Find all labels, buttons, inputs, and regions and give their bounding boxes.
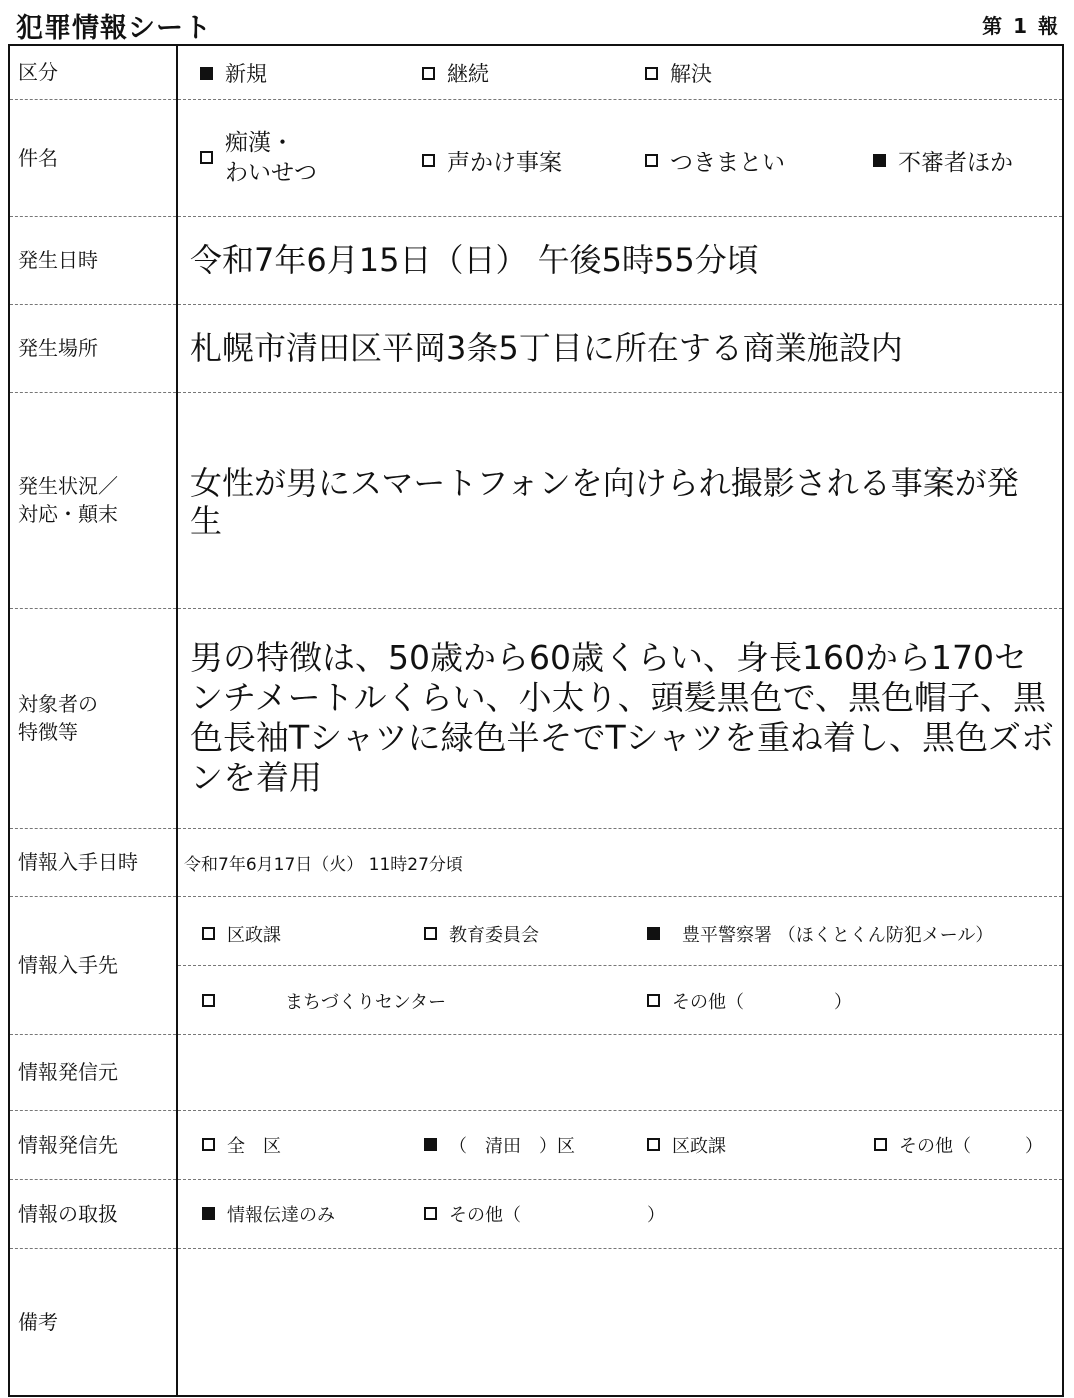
issuer-value	[177, 1034, 1063, 1110]
label-remarks: 備考	[9, 1248, 177, 1396]
option-continued[interactable]	[422, 58, 489, 88]
situation-cell	[177, 392, 1063, 608]
label-info-date: 情報入手日時	[9, 828, 177, 896]
label-place: 発生場所	[9, 304, 177, 392]
source-education-board[interactable]	[424, 921, 539, 947]
option-new-label: 新規	[225, 62, 267, 87]
row-handling	[9, 1179, 1063, 1248]
source-other[interactable]	[647, 988, 852, 1014]
label-issuer: 情報発信元	[9, 1034, 177, 1110]
option-molestation[interactable]	[200, 128, 317, 188]
option-calling-out[interactable]	[422, 144, 562, 177]
info-source-row-1	[178, 897, 1062, 965]
checkbox-calling-out[interactable]	[422, 154, 435, 167]
label-recipients: 情報発信先	[9, 1110, 177, 1179]
source-police-label: 豊平警察署 （ほくとくん防犯メール）	[682, 924, 994, 946]
occurrence-place: 札幌市清田区平岡3条5丁目に所在する商業施設内	[177, 304, 1063, 392]
label-situation	[9, 392, 177, 608]
checkbox-recipient-all-wards[interactable]	[202, 1138, 215, 1151]
checkbox-source-other[interactable]	[647, 994, 660, 1007]
checkbox-resolved[interactable]	[645, 67, 658, 80]
label-category: 区分	[9, 45, 177, 99]
source-police[interactable]	[647, 921, 993, 947]
checkbox-molestation[interactable]	[200, 151, 213, 164]
row-subject	[9, 99, 1063, 216]
label-suspect-line1: 対象者の	[18, 692, 98, 716]
recipient-all-wards-label: 全 区	[227, 1135, 281, 1157]
sheet-title: 犯罪情報シート	[16, 13, 212, 44]
checkbox-source-education-board[interactable]	[424, 927, 437, 940]
subject-options	[177, 99, 1063, 216]
checkbox-stalking[interactable]	[645, 154, 658, 167]
row-datetime	[9, 216, 1063, 304]
remarks-value	[177, 1248, 1063, 1396]
option-resolved-label: 解決	[670, 62, 712, 87]
crime-info-table	[8, 44, 1064, 1397]
report-number: 第 1 報	[982, 14, 1060, 38]
option-molestation-line2: わいせつ	[225, 159, 317, 186]
option-suspicious-person[interactable]	[873, 144, 1013, 177]
category-options	[177, 45, 1063, 99]
info-source-cell	[177, 896, 1063, 1034]
recipient-ward-office[interactable]	[647, 1132, 726, 1158]
recipient-all-wards[interactable]	[202, 1132, 281, 1158]
recipient-other[interactable]	[874, 1132, 1043, 1158]
checkbox-continued[interactable]	[422, 67, 435, 80]
option-stalking[interactable]	[645, 144, 785, 177]
recipient-ward-office-label: 区政課	[672, 1135, 726, 1157]
checkbox-handling-info-only[interactable]	[202, 1207, 215, 1220]
handling-info-only[interactable]	[202, 1201, 335, 1227]
occurrence-datetime: 令和7年6月15日（日） 午後5時55分頃	[177, 216, 1063, 304]
source-machizukuri-label: まちづくりセンター	[285, 991, 447, 1013]
row-place	[9, 304, 1063, 392]
checkbox-new[interactable]	[200, 67, 213, 80]
label-suspect	[9, 608, 177, 828]
checkbox-handling-other[interactable]	[424, 1207, 437, 1220]
checkbox-recipient-other[interactable]	[874, 1138, 887, 1151]
handling-other-label: その他（ ）	[449, 1204, 665, 1226]
option-calling-out-label: 声かけ事案	[447, 149, 562, 176]
label-situation-line1: 発生状況／	[18, 474, 118, 498]
checkbox-suspicious-person[interactable]	[873, 154, 886, 167]
handling-info-only-label: 情報伝達のみ	[227, 1204, 335, 1226]
suspect-cell	[177, 608, 1063, 828]
label-subject: 件名	[9, 99, 177, 216]
option-suspicious-person-label: 不審者ほか	[898, 149, 1013, 176]
option-stalking-label: つきまとい	[670, 149, 785, 176]
checkbox-recipient-ward[interactable]	[424, 1138, 437, 1151]
handling-cell	[177, 1179, 1063, 1248]
row-suspect	[9, 608, 1063, 828]
handling-other[interactable]	[424, 1201, 665, 1227]
source-other-label: その他（ ）	[672, 991, 852, 1013]
option-resolved[interactable]	[645, 58, 712, 88]
label-handling: 情報の取扱	[9, 1179, 177, 1248]
recipient-other-label: その他（ ）	[899, 1135, 1043, 1157]
row-info-date	[9, 828, 1063, 896]
label-info-source: 情報入手先	[9, 896, 177, 1034]
info-source-row-2	[178, 965, 1062, 1034]
row-issuer	[9, 1034, 1063, 1110]
recipient-ward-label: （ 清田 ）区	[449, 1135, 575, 1157]
label-datetime: 発生日時	[9, 216, 177, 304]
source-ward-office[interactable]	[202, 921, 281, 947]
source-machizukuri[interactable]	[202, 988, 446, 1014]
row-info-source	[9, 896, 1063, 1034]
recipients-cell	[177, 1110, 1063, 1179]
option-new[interactable]	[200, 58, 267, 88]
row-recipients	[9, 1110, 1063, 1179]
recipient-ward[interactable]	[424, 1132, 575, 1158]
row-category	[9, 45, 1063, 99]
checkbox-source-machizukuri[interactable]	[202, 994, 215, 1007]
info-received-datetime: 令和7年6月17日（火） 11時27分頃	[177, 828, 1063, 896]
row-remarks	[9, 1248, 1063, 1396]
suspect-features: 男の特徴は、50歳から60歳くらい、身長160から170センチメートルくらい、小太り、頭髪黒色で、黒色帽子、黒色長袖Tシャツに緑色半そでTシャツを重ね着し、黒色ズボンを着用	[190, 638, 1054, 797]
occurrence-situation: 女性が男にスマートフォンを向けられ撮影される事案が発生	[190, 464, 1019, 540]
option-continued-label: 継続	[447, 62, 489, 87]
checkbox-source-ward-office[interactable]	[202, 927, 215, 940]
label-situation-line2: 対応・顛末	[18, 502, 118, 526]
checkbox-source-police[interactable]	[647, 927, 660, 940]
checkbox-recipient-ward-office[interactable]	[647, 1138, 660, 1151]
label-suspect-line2: 特徴等	[18, 720, 78, 744]
source-ward-office-label: 区政課	[227, 924, 281, 946]
row-situation	[9, 392, 1063, 608]
option-molestation-line1: 痴漢・	[225, 129, 294, 156]
source-education-board-label: 教育委員会	[449, 924, 539, 946]
